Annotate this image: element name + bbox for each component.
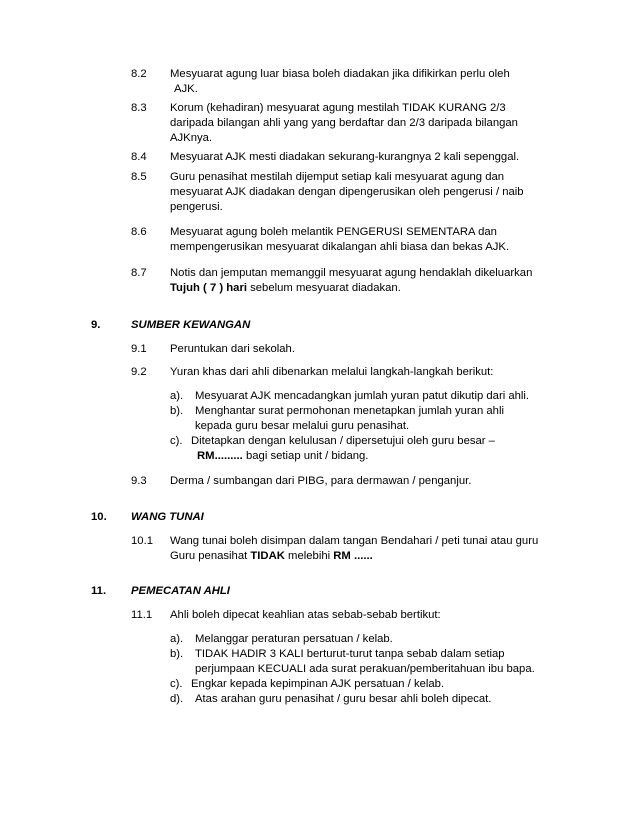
item-text: AJK.	[174, 83, 198, 95]
item-number: 8.7	[131, 267, 147, 279]
item-text: Notis dan jemputan memanggil mesyuarat agung hendaklah dikeluarkan	[170, 267, 533, 279]
item-number: 10.1	[131, 535, 153, 547]
section-number: 9.	[91, 319, 101, 331]
section-title: SUMBER KEWANGAN	[131, 319, 251, 331]
section-number: 10.	[91, 511, 107, 523]
subitem-text: Ditetapkan dengan kelulusan / dipersetujui oleh guru besar –	[191, 435, 495, 447]
item-text: Guru penasihat	[170, 550, 251, 562]
subitem-text: Engkar kepada kepimpinan AJK persatuan / kelab.	[191, 678, 445, 690]
item-text: Mesyuarat agung luar biasa boleh diadakan jika difikirkan perlu oleh	[170, 68, 510, 80]
subitem-text: bagi setiap unit / bidang.	[242, 450, 369, 462]
item-number: 8.4	[131, 151, 147, 163]
section-number: 11.	[91, 585, 107, 597]
subitem-text: TIDAK HADIR 3 KALI berturut-turut tanpa sebab dalam setiap	[195, 648, 505, 660]
subitem-mark: b).	[170, 405, 184, 417]
item-text: Peruntukan dari sekolah.	[170, 343, 295, 355]
subitem-mark: c).	[170, 678, 183, 690]
item-text: pengerusi.	[170, 201, 223, 213]
item-text: Derma / sumbangan dari PIBG, para dermawan / penganjur.	[170, 475, 472, 487]
item-text: mesyuarat AJK diadakan dengan dipengerusikan oleh pengerusi / naib	[170, 186, 524, 198]
item-text: AJKnya.	[170, 132, 213, 144]
item-text: melebihi	[284, 550, 334, 562]
item-text: Yuran khas dari ahli dibenarkan melalui langkah-langkah berikut:	[170, 366, 494, 378]
subitem-text-line	[197, 449, 368, 463]
item-text: Wang tunai boleh disimpan dalam tangan Bendahari / peti tunai atau guru	[170, 535, 539, 547]
item-text: daripada bilangan ahli yang yang berdaftar dan 2/3 daripada bilangan	[170, 117, 518, 129]
item-number: 8.5	[131, 171, 147, 183]
subitem-text: Atas arahan guru penasihat / guru besar ahli boleh dipecat.	[195, 693, 492, 705]
item-number: 8.3	[131, 102, 147, 114]
item-text: mempengerusikan mesyuarat dikalangan ahli biasa dan bekas AJK.	[170, 241, 510, 253]
item-text-line	[170, 549, 373, 563]
subitem-mark: b).	[170, 648, 184, 660]
subitem-text: Mesyuarat AJK mencadangkan jumlah yuran patut dikutip dari ahli.	[195, 390, 530, 402]
bold-text: RM ......	[333, 550, 373, 562]
item-text: Korum (kehadiran) mesyuarat agung mestilah TIDAK KURANG 2/3	[170, 102, 506, 114]
subitem-text: Menghantar surat permohonan menetapkan jumlah yuran ahli	[195, 405, 504, 417]
item-number: 9.2	[131, 366, 147, 378]
section-title: PEMECATAN AHLI	[131, 585, 230, 597]
item-text: Ahli boleh dipecat keahlian atas sebab-sebab bertikut:	[170, 609, 441, 621]
item-number: 8.6	[131, 226, 147, 238]
subitem-text: perjumpaan KECUALI ada surat perakuan/pemberitahuan ibu bapa.	[195, 663, 535, 675]
bold-text: TIDAK	[250, 550, 285, 562]
item-text: Mesyuarat agung boleh melantik PENGERUSI SEMENTARA dan	[170, 226, 497, 238]
item-text: sebelum mesyuarat diadakan.	[246, 282, 401, 294]
item-number: 8.2	[131, 68, 147, 80]
subitem-mark: a).	[170, 390, 184, 402]
item-text-line	[170, 281, 401, 295]
bold-text: Tujuh ( 7 ) hari	[170, 282, 247, 294]
subitem-text: Melanggar peraturan persatuan / kelab.	[195, 633, 393, 645]
subitem-mark: a).	[170, 633, 184, 645]
item-text: Mesyuarat AJK mesti diadakan sekurang-kurangnya 2 kali sepenggal.	[170, 151, 520, 163]
subitem-text: kepada guru besar melalui guru penasihat.	[195, 420, 410, 432]
section-title: WANG TUNAI	[131, 511, 204, 523]
subitem-mark: d).	[170, 693, 184, 705]
item-text: Guru penasihat mestilah dijemput setiap kali mesyuarat agung dan	[170, 171, 505, 183]
item-number: 9.3	[131, 475, 147, 487]
item-number: 9.1	[131, 343, 147, 355]
bold-text: RM.........	[197, 450, 243, 462]
item-number: 11.1	[131, 609, 153, 621]
subitem-mark: c).	[170, 435, 183, 447]
